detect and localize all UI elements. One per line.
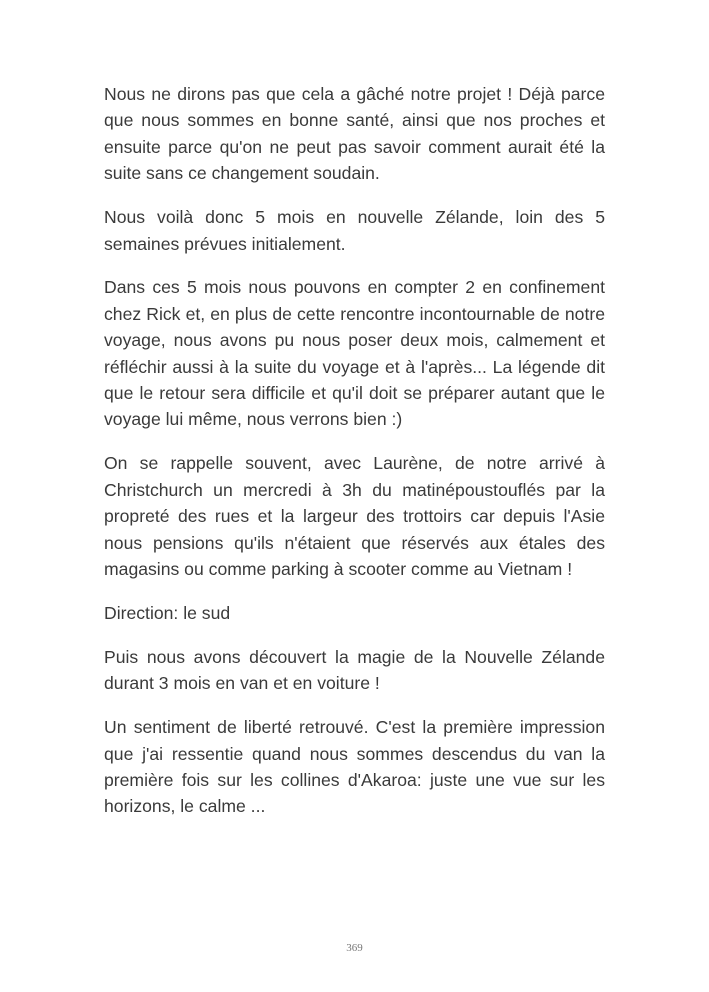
paragraph-6: Puis nous avons découvert la magie de la Nouvelle Zélande durant 3 mois en van et en voiture ! <box>104 646 605 694</box>
paragraph-4: On se rappelle souvent, avec Laurène, de notre arrivé à Christchurch un mercredi à 3h du matinépoustouflés par la propreté des rues et la largeur des trottoirs car depuis l'Asie nous pensions qu'ils n'étaient que réservés aux étales des magasins ou comme parking à scooter comme au Vietnam ! <box>104 453 605 579</box>
paragraph-2: Nous voilà donc 5 mois en nouvelle Zélande, loin des 5 semaines prévues initialement. <box>104 207 605 254</box>
paragraph-7: Un sentiment de liberté retrouvé. C'est la première impression que j'ai ressentie quand nous sommes descendus du van la première fois sur les collines d'Akaroa: juste une vue sur les horizons, le calme ... <box>104 717 605 817</box>
body-text <box>104 81 605 837</box>
paragraph-5: Direction: le sud <box>104 602 231 623</box>
paragraph-1: Nous ne dirons pas que cela a gâché notre projet ! Déjà parce que nous sommes en bonne santé, ainsi que nos proches et ensuite parce qu'on ne peut pas savoir comment aurait été la suite sans ce changement soudain. <box>104 84 605 184</box>
paragraph-3: Dans ces 5 mois nous pouvons en compter 2 en confinement chez Rick et, en plus de cette rencontre incontournable de notre voyage, nous avons pu nous poser deux mois, calmement et réfléchir aussi à la suite du voyage et à l'après... La légende dit que le retour sera difficile et qu'il doit se préparer autant que le voyage lui même, nous verrons bien :) <box>104 277 605 430</box>
page-number: 369 <box>346 942 363 954</box>
